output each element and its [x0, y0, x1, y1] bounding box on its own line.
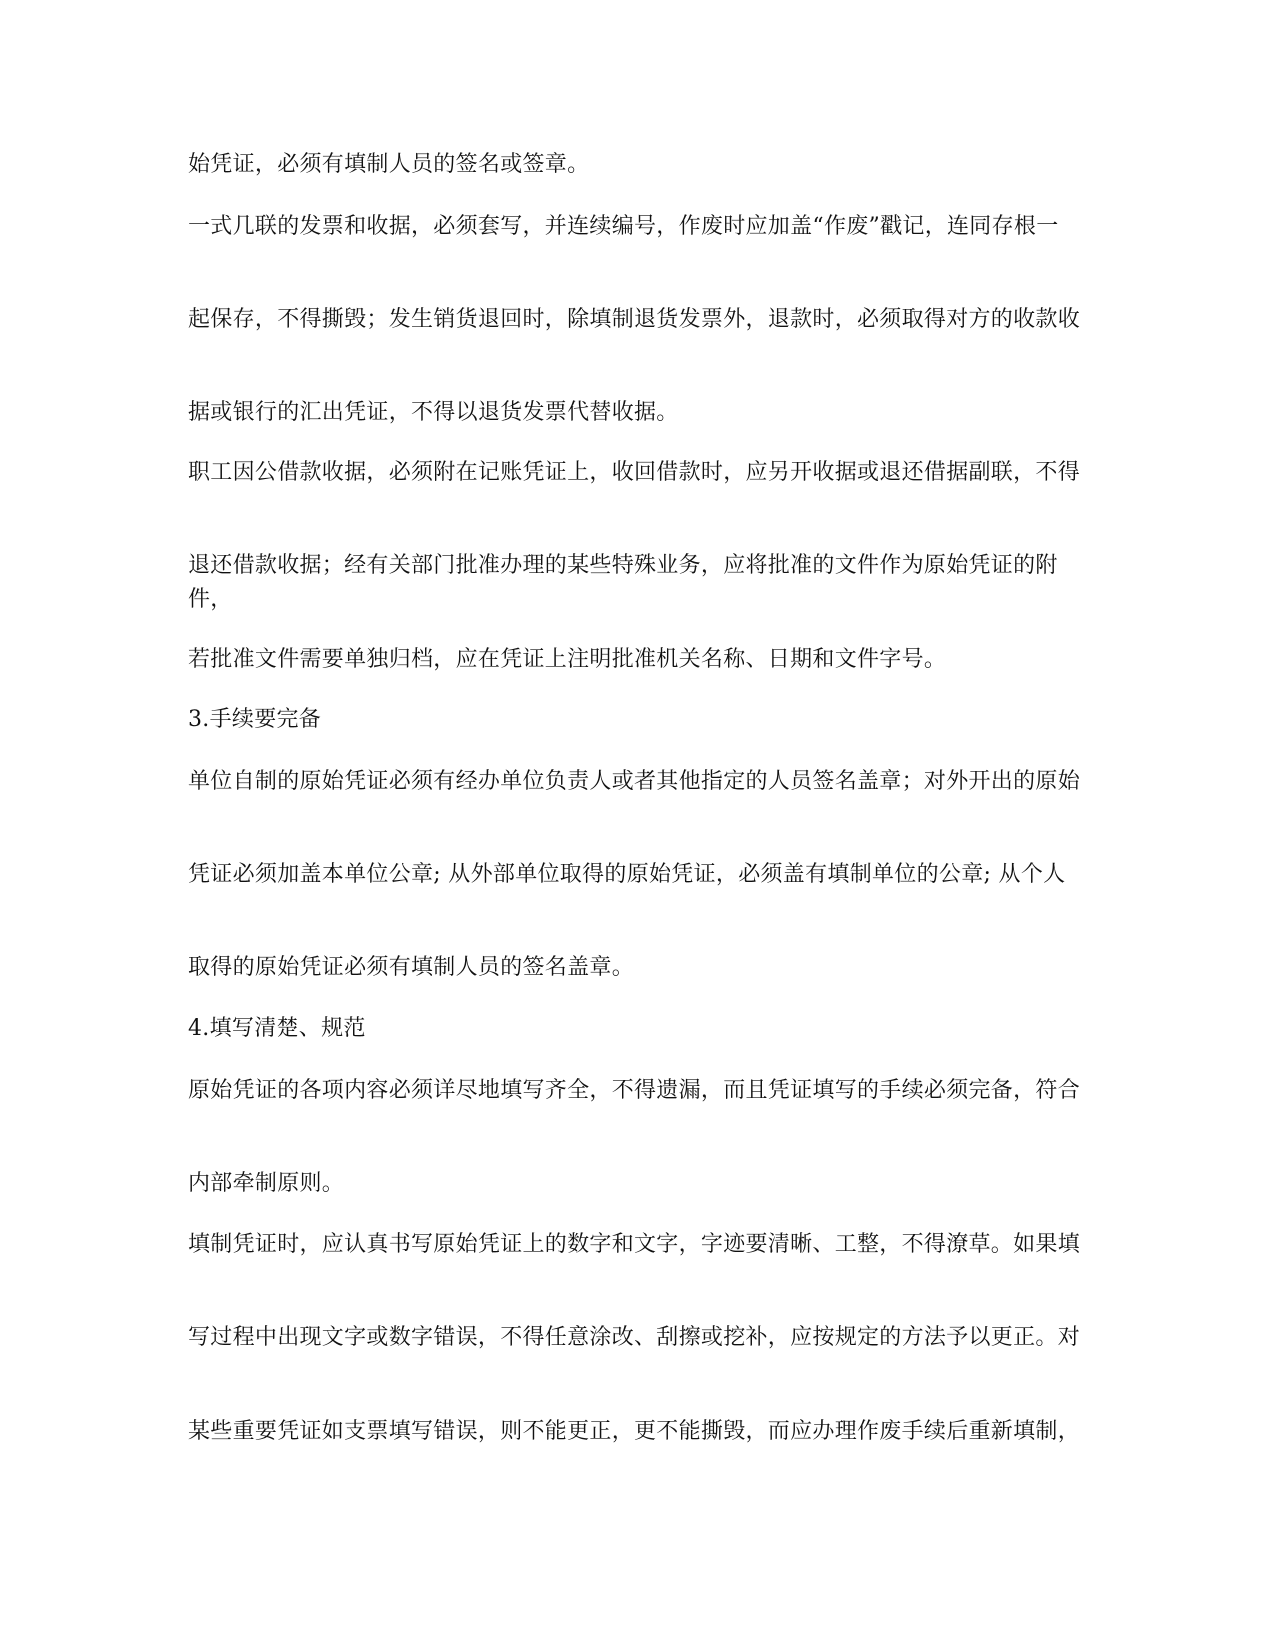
paragraph: 单位自制的原始凭证必须有经办单位负责人或者其他指定的人员签名盖章；对外开出的原始 — [188, 769, 1081, 794]
paragraph: 若批准文件需要单独归档，应在凭证上注明批准机关名称、日期和文件字号。 — [188, 647, 947, 672]
paragraph: 一式几联的发票和收据，必须套写，并连续编号，作废时应加盖“作废”戳记，连同存根一 — [188, 214, 1059, 239]
paragraph: 内部牵制原则。 — [188, 1171, 345, 1196]
paragraph: 某些重要凭证如支票填写错误，则不能更正，更不能撕毁，而应办理作废手续后重新填制， — [188, 1419, 1081, 1444]
paragraph: 起保存，不得撕毁；发生销货退回时，除填制退货发票外，退款时，必须取得对方的收款收 — [188, 307, 1081, 332]
paragraph: 写过程中出现文字或数字错误，不得任意涂改、刮擦或挖补，应按规定的方法予以更正。对 — [188, 1325, 1081, 1350]
paragraph: 据或银行的汇出凭证，不得以退货发票代替收据。 — [188, 400, 679, 425]
paragraph: 凭证必须加盖本单位公章; 从外部单位取得的原始凭证，必须盖有填制单位的公章; 从个人 — [188, 862, 1066, 887]
section-heading: 3.手续要完备 — [188, 707, 322, 732]
paragraph: 原始凭证的各项内容必须详尽地填写齐全，不得遗漏，而且凭证填写的手续必须完备，符合 — [188, 1078, 1081, 1103]
paragraph: 填制凭证时，应认真书写原始凭证上的数字和文字，字迹要清晰、工整，不得潦草。如果填 — [188, 1232, 1081, 1257]
section-heading: 4.填写清楚、规范 — [188, 1016, 366, 1041]
paragraph: 始凭证，必须有填制人员的签名或签章。 — [188, 152, 590, 177]
paragraph: 职工因公借款收据，必须附在记账凭证上，收回借款时，应另开收据或退还借据副联，不得 — [188, 460, 1081, 485]
paragraph: 取得的原始凭证必须有填制人员的签名盖章。 — [188, 955, 635, 980]
paragraph: 退还借款收据；经有关部门批准办理的某些特殊业务，应将批准的文件作为原始凭证的附件， — [188, 553, 1058, 612]
